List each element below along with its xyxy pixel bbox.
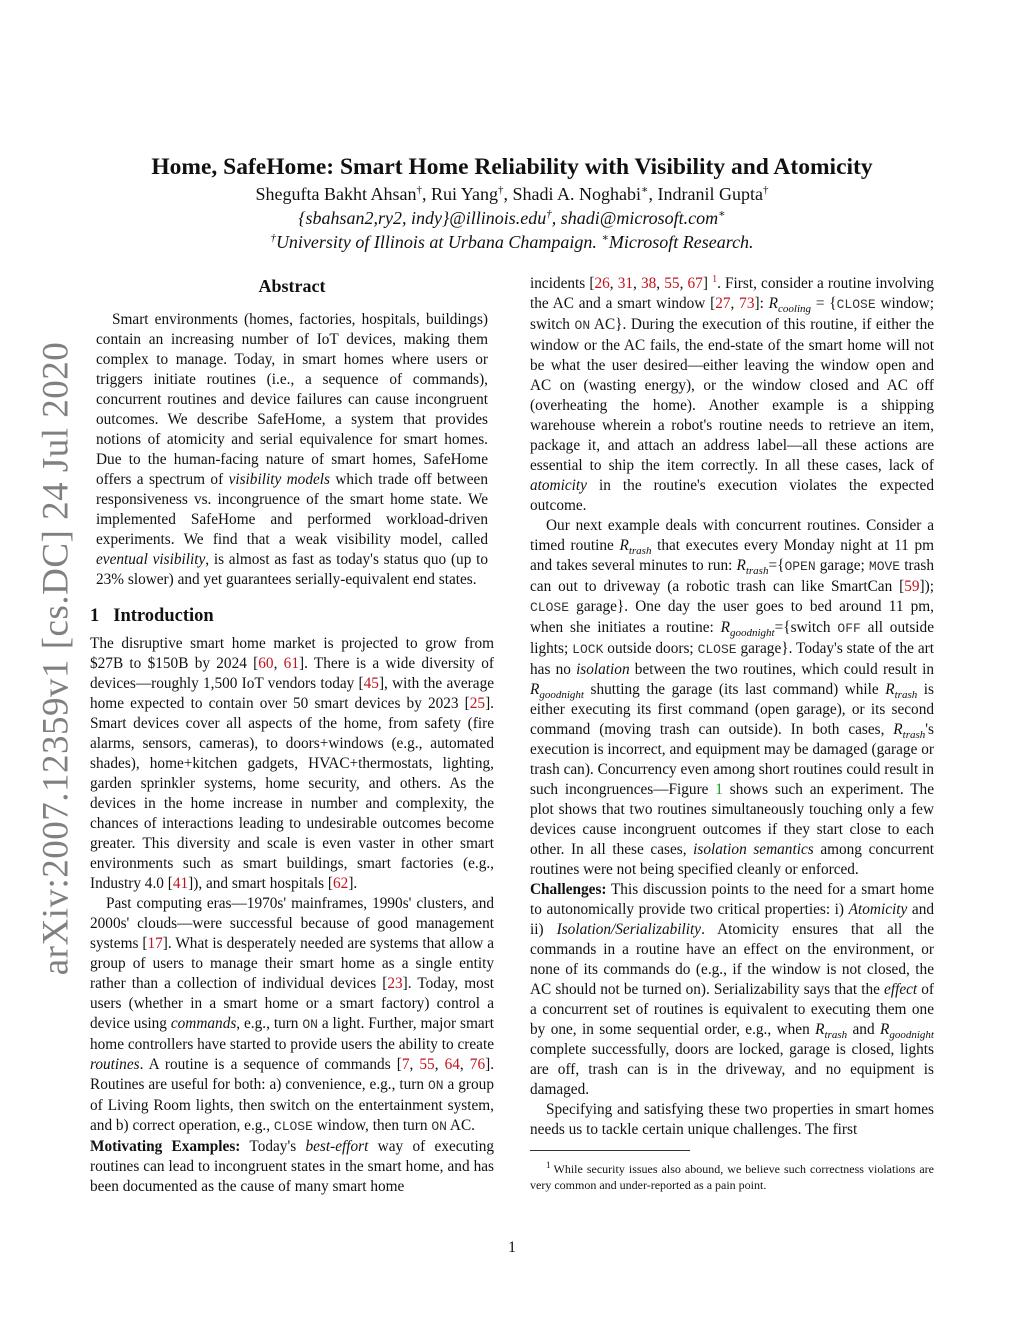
citation-link[interactable]: 23: [387, 975, 403, 992]
citation-link[interactable]: 60: [258, 655, 274, 672]
citation-link[interactable]: 17: [147, 935, 163, 952]
command-keyword: OFF: [837, 621, 861, 637]
paper-title: Home, SafeHome: Smart Home Reliability with Visibility and Atomicity: [151, 154, 873, 180]
citation-link[interactable]: 25: [469, 695, 486, 712]
author-mark: †: [498, 184, 504, 196]
abstract-heading: Abstract: [258, 276, 326, 296]
right-column: [530, 270, 934, 1193]
citation-link[interactable]: 76: [469, 1056, 486, 1073]
body-paragraph: Our next example deals with concurrent routines. Consider a timed routine $R_{trash}$ that executes every Monday night at 11 pm and takes several minutes to run: $R_{trash}=\{OPEN$ garage; MOVE trash can out to driveway (a robotic trash can like SmartCan [59]); CLOSE garage}. One day the user goes to bed around 11 pm, when she initiates a routine: $R_{goodnight}=\{switch$ OFF all outside lights; LOCK outside doors; CLOSE garage}. Today's state of the art has no isolation between the two routines, which could result in $R_{goodnight}$ shutting the garage (its last command) while $R_{trash}$ is either executing its first command (open garage), or its second command (moving trash can outside). In both cases, $R_{trash}'s$ execution is incorrect, and equipment may be damaged (garage or trash can). Concurrency even among short routines could result in such incongruences—Figure 1 shows such an experiment. The plot shows that two routines simultaneously touching only a few devices cause incongruent outcomes if they start close to each other. In all these cases, isolation semantics among concurrent routines were not being specified cleanly or enforced.: [530, 517, 935, 879]
citation-link[interactable]: 55: [419, 1056, 435, 1073]
affiliation-mark: †: [270, 232, 276, 244]
author-name: Shegufta Bakht Ahsan: [255, 184, 417, 204]
body-paragraph: Specifying and satisfying these two properties in smart homes needs us to tackle certain unique challenges. The first: [530, 1101, 934, 1139]
paper-header: [90, 152, 934, 254]
body-paragraph: Challenges: This discussion points to the need for a smart home to autonomically provide two critical properties: i) Atomicity and ii) Isolation/Serializability. Atomicity ensures that all the commands in a routine have an effect on the environment, or none of its commands do (e.g., if the window is not closed, the AC should not be turned on). Serializability says that the effect of a concurrent set of routines is equivalent to executing them one by one, in some sequential order, e.g., when $R_{trash}$ and $R_{goodnight}$ complete successfully, doors are locked, garage is closed, lights are off, trash can is in the driveway, and no equipment is damaged.: [530, 881, 934, 1099]
left-column: [90, 270, 494, 1197]
citation-link[interactable]: 67: [687, 275, 703, 293]
citation-link[interactable]: 59: [904, 578, 920, 596]
citation-link[interactable]: 45: [363, 675, 379, 692]
email-microsoft: shadi@microsoft.com: [560, 208, 719, 228]
command-keyword: CLOSE: [273, 1119, 313, 1134]
citation-link[interactable]: 38: [641, 275, 657, 293]
intro-paragraph: Motivating Examples: Today's best-effort way of executing routines can lead to incongruent states in the smart home, and has been documented as the cause of many smart home: [90, 1138, 494, 1195]
affiliation-msr: Microsoft Research.: [608, 232, 754, 252]
citation-link[interactable]: 26: [594, 275, 610, 293]
body-paragraph: incidents [26, 31, 38, 55, 67] $^1$. First, consider a routine involving the AC and a smart window [27, 73]: $R_{cooling}$ = {CLOSE window; switch ON AC}. During the execution of this routine, if either the window or the AC fails, the end-state of the smart home will not be what the user desired—either leaving the window open and AC on (wasting energy), or the window closed and AC off (overheating the home). Another example is a shipping warehouse wherein a robot's routine needs to retrieve an item, package it, and attach an address label—all these actions are essential to ship the item correctly. In all these cases, lack of atomicity in the routine's execution violates the expected outcome.: [530, 274, 935, 515]
affiliation-uiuc: University of Illinois at Urbana Champaign.: [275, 232, 597, 252]
affiliation-mark: ∗: [601, 232, 609, 244]
citation-link[interactable]: 31: [617, 275, 634, 293]
command-keyword: CLOSE: [836, 297, 876, 313]
email-mark: †: [546, 208, 552, 220]
email-illinois: {sbahsan2,ry2, indy}@illinois.edu: [298, 208, 547, 228]
page-number: 1: [508, 1239, 516, 1256]
author-name: Shadi A. Noghabi: [512, 184, 642, 204]
section-heading-introduction: 1 Introduction: [90, 606, 214, 626]
citation-link[interactable]: 64: [444, 1056, 460, 1073]
citation-link[interactable]: 73: [739, 295, 755, 313]
citation-link[interactable]: 7: [401, 1056, 410, 1073]
arxiv-stamp: [26, 341, 86, 975]
author-mark: †: [762, 184, 769, 196]
footnote: $^1$ While security issues also abound, we believe such correctness violations are very common and under-reported as a pain point.: [530, 1160, 934, 1193]
command-keyword: CLOSE: [530, 600, 570, 616]
figure-link[interactable]: 1: [715, 781, 723, 799]
command-keyword: ON: [427, 1078, 444, 1093]
citation-link[interactable]: 62: [333, 875, 349, 892]
author-list: Shegufta Bakht Ahsan†, Rui Yang†, Shadi A. Noghabi∗, Indranil Gupta†: [255, 184, 769, 204]
author-emails: {sbahsan2,ry2, indy}@illinois.edu†, shadi@microsoft.com∗: [298, 208, 726, 228]
command-keyword: CLOSE: [697, 642, 737, 658]
citation-link[interactable]: 27: [715, 295, 731, 313]
command-keyword: OPEN: [784, 559, 816, 575]
footnote-marker[interactable]: 1: [712, 274, 718, 285]
arxiv-stamp-text: arXiv:2007.12359v1 [cs.DC] 24 Jul 2020: [35, 341, 77, 975]
author-mark: †: [416, 184, 422, 196]
command-keyword: ON: [431, 1119, 447, 1134]
command-keyword: ON: [574, 318, 591, 334]
author-mark: ∗: [641, 184, 649, 196]
citation-link[interactable]: 61: [283, 655, 299, 672]
command-keyword: MOVE: [868, 559, 901, 575]
footnote-rule: [530, 1150, 690, 1151]
intro-paragraph: The disruptive smart home market is projected to grow from $27B to $150B by 2024 [60, 61]. There is a wide diversity of devices—roughly 1,500 IoT vendors today [45], with the average home expected to contain over 50 smart devices by 2023 [25]. Smart devices cover all aspects of the home, from safety (fire alarms, sensors, cameras), to doors+windows (e.g., automated shades), home+kitchen gadgets, HVAC+thermostats, lighting, garden sprinkler systems, home security, and others. As the devices in the home increase in number and complexity, the chances of interactions leading to undesirable outcomes become greater. This diversity and scale is even vaster in other smart environments such as smart buildings, smart factories (e.g., Industry 4.0 [41]), and smart hospitals [62].: [90, 635, 495, 892]
abstract-body: Smart environments (homes, factories, hospitals, buildings) contain an increasing number of IoT devices, making them complex to manage. Today, in smart homes where users or triggers initiate routines (i.e., a sequence of commands), concurrent routines and device failures can cause incongruent outcomes. We describe SafeHome, a system that provides notions of atomicity and serial equivalence for smart homes. Due to the human-facing nature of smart homes, SafeHome offers a spectrum of visibility models which trade off between responsiveness vs. incongruence of the smart home state. We implemented SafeHome and performed workload-driven experiments. We find that a weak visibility model, called eventual visibility, is almost as fast as today's status quo (up to 23% slower) and yet guarantees serially-equivalent end states.: [96, 311, 488, 588]
citation-link[interactable]: 41: [172, 875, 189, 892]
command-keyword: ON: [302, 1017, 318, 1032]
intro-paragraph: Past computing eras—1970s' mainframes, 1990s' clusters, and 2000s' clouds—were successful because of good management systems [17]. What is desperately needed are systems that allow a group of users to manage their smart home as a single entity rather than a collection of individual devices [23]. Today, most users (whether in a smart home or a smart factory) control a device using commands, e.g., turn ON a light. Further, major smart home controllers have started to provide users the ability to create routines. A routine is a sequence of commands [7, 55, 64, 76]. Routines are useful for both: a) convenience, e.g., turn ON a group of Living Room lights, then switch on the entertainment system, and b) correct operation, e.g., CLOSE window, then turn ON AC.: [90, 895, 495, 1134]
email-mark: ∗: [718, 208, 726, 220]
citation-link[interactable]: 55: [664, 275, 680, 293]
affiliations: [90, 230, 934, 254]
author-name: Rui Yang: [431, 184, 499, 204]
command-keyword: LOCK: [572, 642, 604, 658]
author-name: Indranil Gupta: [657, 184, 763, 204]
